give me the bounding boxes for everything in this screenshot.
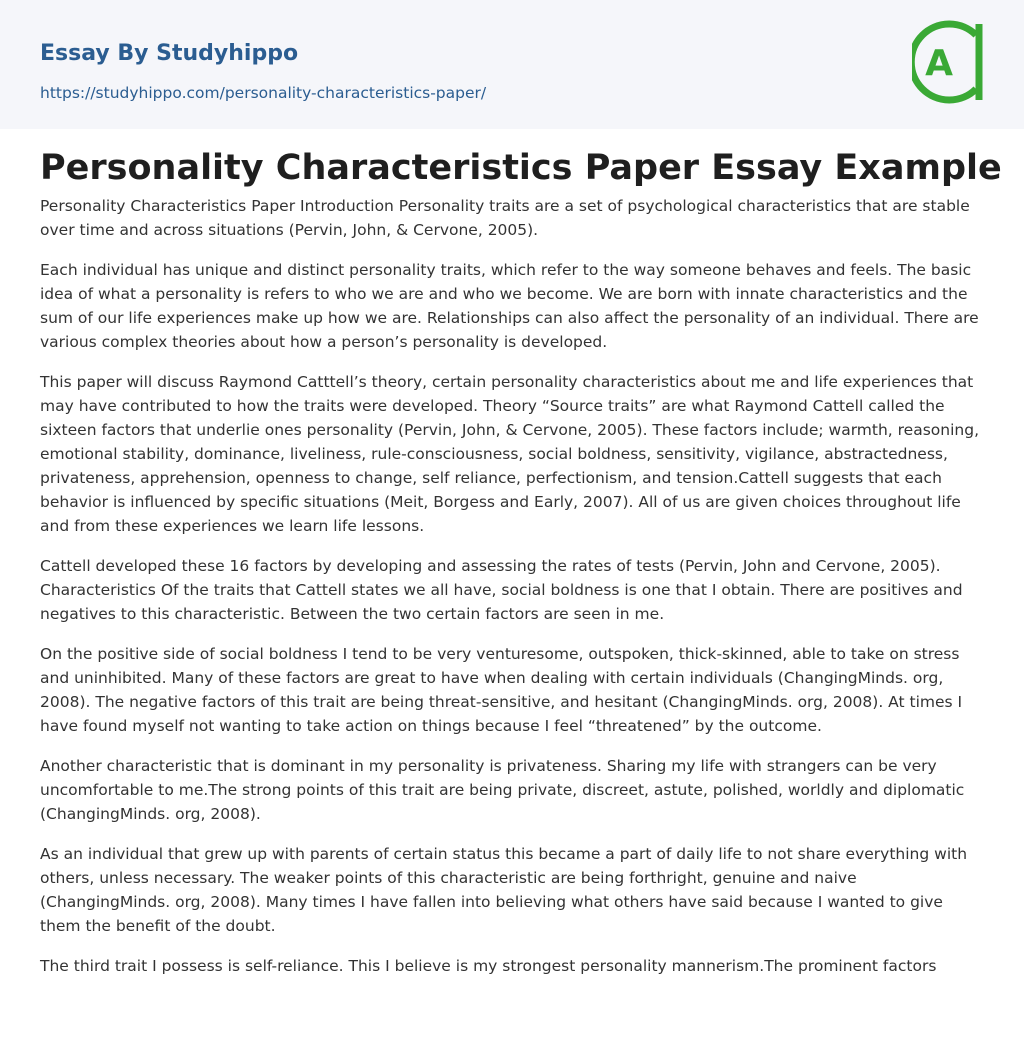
- paragraph: Personality Characteristics Paper Introduction Personality traits are a set of psychological characteristics that are stable over time and across situations (Pervin, John, & Cervone, 2005).: [40, 197, 970, 239]
- logo-letter: A: [925, 43, 953, 84]
- site-title[interactable]: Essay By Studyhippo: [40, 41, 299, 66]
- site-header: [0, 0, 1024, 129]
- paragraph: Cattell developed these 16 factors by developing and assessing the rates of tests (Pervin, John and Cervone, 2005). Characteristics Of the traits that Cattell states we all have, social boldness is one that I obtain. There are positives and negatives to this characteristic. Between the two certain factors are seen in me.: [40, 557, 963, 623]
- article-body: [40, 194, 985, 994]
- paragraph: On the positive side of social boldness I tend to be very venturesome, outspoken, thick-skinned, able to take on stress and uninhibited. Many of these factors are great to have when dealing with certain individuals (ChangingMinds. org, 2008). The negative factors of this trait are being threat-sensitive, and hesitant (ChangingMinds. org, 2008). At times I have found myself not wanting to take action on things because I feel “threatened” by the outcome.: [40, 645, 963, 735]
- paragraph: Each individual has unique and distinct personality traits, which refer to the way someone behaves and feels. The basic idea of what a personality is refers to who we are and who we become. We are born with innate characteristics and the sum of our life experiences make up how we are. Relationships can also affect the personality of an individual. There are various complex theories about how a person’s personality is developed.: [40, 261, 979, 351]
- paragraph: This paper will discuss Raymond Catttell’s theory, certain personality characteristics about me and life experiences that may have contributed to how the traits were developed. Theory “Source traits” are what Raymond Cattell called the sixteen factors that underlie ones personality (Pervin, John, & Cervone, 2005). These factors include; warmth, reasoning, emotional stability, dominance, liveliness, rule-consciousness, social boldness, sensitivity, vigilance, abstractedness, privateness, apprehension, openness to change, self reliance, perfectionism, and tension.Cattell suggests that each behavior is influenced by specific situations (Meit, Borgess and Early, 2007). All of us are given choices throughout life and from these experiences we learn life lessons.: [40, 373, 979, 535]
- paragraph: The third trait I possess is self-reliance. This I believe is my strongest personality mannerism.The prominent factors: [40, 957, 937, 975]
- article-title: Personality Characteristics Paper Essay Example: [40, 148, 1002, 188]
- paragraph: As an individual that grew up with parents of certain status this became a part of daily life to not share everything with others, unless necessary. The weaker points of this characteristic are being forthright, genuine and naive (ChangingMinds. org, 2008). Many times I have fallen into believing what others have said because I wanted to give them the benefit of the doubt.: [40, 845, 968, 935]
- paragraph: Another characteristic that is dominant in my personality is privateness. Sharing my life with strangers can be very uncomfortable to me.The strong points of this trait are being private, discreet, astute, polished, worldly and diplomatic (ChangingMinds. org, 2008).: [40, 757, 965, 823]
- studyhippo-logo-icon[interactable]: [912, 19, 986, 105]
- article-url-link[interactable]: https://studyhippo.com/personality-characteristics-paper/: [40, 84, 487, 102]
